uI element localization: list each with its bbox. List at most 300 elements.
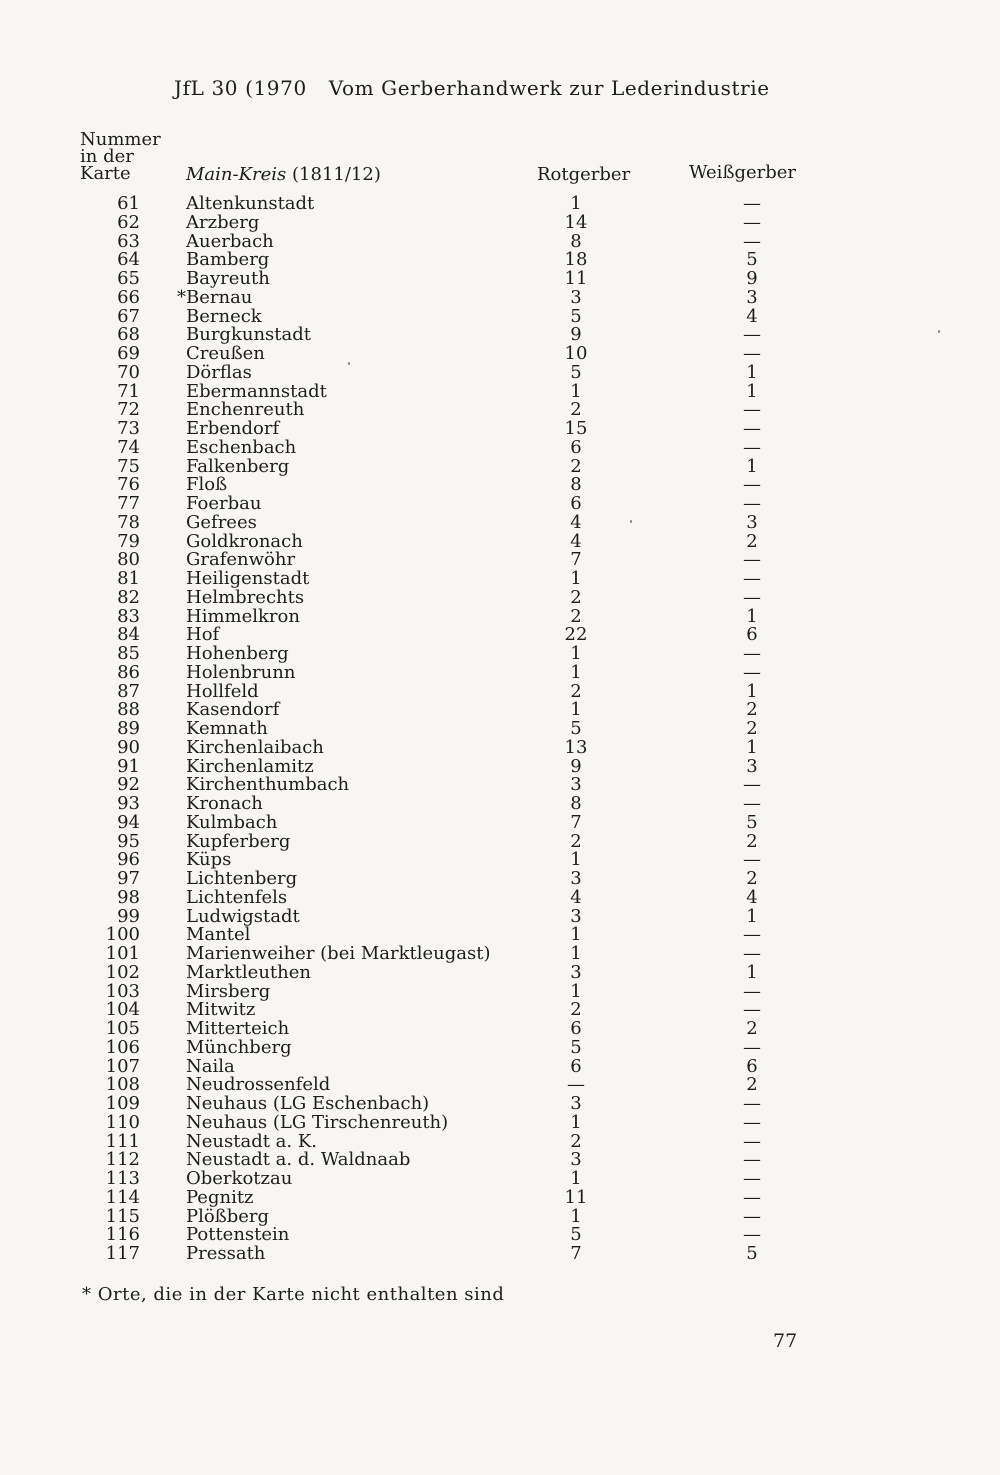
weissgerber-count-cell: — — [743, 1111, 761, 1133]
map-number-cell: 113 — [105, 1168, 140, 1189]
map-number-cell: 81 — [117, 568, 140, 589]
table-row — [0, 325, 1000, 344]
rotgerber-count-cell: 5 — [570, 1224, 582, 1246]
weissgerber-count-cell: 1 — [746, 680, 758, 702]
table-row — [0, 213, 1000, 232]
table-row — [0, 1113, 1000, 1132]
table-row — [0, 194, 1000, 213]
rotgerber-count-cell: 5 — [570, 1036, 582, 1058]
weissgerber-count-cell: — — [743, 211, 761, 233]
place-name-cell: Lichtenfels — [186, 886, 288, 908]
table-row — [0, 288, 1000, 307]
rotgerber-count-cell: 5 — [570, 718, 582, 739]
map-number-cell: 104 — [105, 999, 140, 1021]
map-number-cell: 91 — [117, 755, 140, 777]
rotgerber-count-cell: 8 — [570, 230, 582, 252]
article-title: Vom Gerberhandwerk zur Lederindustrie — [328, 76, 770, 100]
rotgerber-count-cell: 1 — [570, 1111, 582, 1133]
table-row — [0, 738, 1000, 757]
weissgerber-count-cell: 2 — [746, 718, 758, 739]
weissgerber-count-cell: — — [743, 774, 761, 796]
map-number-cell: 69 — [117, 343, 140, 364]
weissgerber-count-cell: 1 — [746, 361, 758, 383]
table-row — [0, 775, 1000, 794]
place-name-cell: Kasendorf — [186, 699, 280, 721]
table-row — [0, 982, 1000, 1001]
weissgerber-count-cell: 1 — [746, 455, 758, 477]
tanner-table-body — [0, 194, 1000, 1263]
map-number-cell: 89 — [117, 718, 140, 739]
table-row — [0, 363, 1000, 382]
place-name-cell: Kupferberg — [186, 830, 291, 852]
table-row — [0, 1132, 1000, 1151]
map-number-cell: 110 — [105, 1111, 140, 1133]
rotgerber-count-cell: 7 — [570, 811, 582, 833]
weissgerber-count-cell: — — [743, 999, 761, 1021]
weissgerber-count-cell: — — [743, 493, 761, 514]
place-name-cell: Pegnitz — [186, 1186, 254, 1208]
rotgerber-count-cell: 13 — [564, 736, 588, 758]
place-name-cell: Holenbrunn — [186, 661, 296, 683]
weissgerber-count-cell: 3 — [746, 511, 758, 533]
weissgerber-count-cell: — — [743, 1149, 761, 1171]
place-name-cell: Lichtenberg — [186, 868, 298, 889]
table-row — [0, 625, 1000, 644]
rotgerber-count-cell: 1 — [570, 1168, 582, 1189]
table-row — [0, 438, 1000, 457]
rotgerber-count-cell: 11 — [564, 1186, 588, 1208]
table-row — [0, 888, 1000, 907]
map-number-cell: 87 — [117, 680, 140, 702]
table-row — [0, 550, 1000, 569]
map-number-cell: 80 — [117, 549, 140, 571]
weissgerber-count-cell: — — [743, 1224, 761, 1246]
table-row — [0, 250, 1000, 269]
weissgerber-count-cell: — — [743, 549, 761, 571]
rotgerber-count-cell: 7 — [570, 549, 582, 571]
rotgerber-count-cell: 1 — [570, 980, 582, 1002]
place-name-cell: Bamberg — [186, 249, 270, 271]
place-name-cell: Foerbau — [186, 493, 262, 514]
rotgerber-count-cell: 3 — [570, 286, 582, 308]
table-row — [0, 944, 1000, 963]
table-row — [0, 925, 1000, 944]
weissgerber-count-cell: — — [743, 1186, 761, 1208]
place-name-cell: Creußen — [186, 343, 265, 364]
map-number-cell: 73 — [117, 418, 140, 439]
weissgerber-count-cell: — — [743, 643, 761, 664]
header-district-name: Main-Kreis — [186, 164, 287, 185]
rotgerber-count-cell: 2 — [570, 399, 582, 421]
place-name-cell: Burgkunstadt — [186, 324, 311, 346]
rotgerber-count-cell: 2 — [570, 1130, 582, 1152]
place-name-cell: Auerbach — [186, 230, 274, 252]
table-row — [0, 232, 1000, 251]
header-number-line3: Karte — [80, 163, 131, 184]
map-number-cell: 108 — [105, 1074, 140, 1096]
table-row — [0, 907, 1000, 926]
rotgerber-count-cell: 3 — [570, 961, 582, 983]
place-name-cell: Arzberg — [186, 211, 260, 233]
rotgerber-count-cell: 5 — [570, 361, 582, 383]
table-row — [0, 682, 1000, 701]
weissgerber-count-cell: — — [743, 436, 761, 458]
map-number-cell: 74 — [117, 436, 140, 458]
header-number-line1: Nummer — [80, 129, 161, 150]
weissgerber-count-cell: — — [743, 343, 761, 364]
weissgerber-count-cell: — — [743, 793, 761, 814]
table-row — [0, 588, 1000, 607]
table-row — [0, 813, 1000, 832]
print-speck — [630, 520, 632, 523]
header-number-column — [80, 131, 161, 182]
place-name-cell: Goldkronach — [186, 530, 303, 552]
table-row — [0, 700, 1000, 719]
weissgerber-count-cell: 1 — [746, 961, 758, 983]
weissgerber-count-cell: 1 — [746, 605, 758, 627]
place-name-cell: Kulmbach — [186, 811, 278, 833]
map-number-cell: 79 — [117, 530, 140, 552]
table-row — [0, 1057, 1000, 1076]
place-name-cell: Bayreuth — [186, 268, 270, 289]
rotgerber-count-cell: 1 — [570, 568, 582, 589]
weissgerber-count-cell: 9 — [746, 268, 758, 289]
weissgerber-count-cell: — — [743, 1168, 761, 1189]
weissgerber-count-cell: 2 — [746, 1074, 758, 1096]
rotgerber-count-cell: 3 — [570, 774, 582, 796]
weissgerber-count-cell: 1 — [746, 380, 758, 402]
place-name-cell: Ebermannstadt — [186, 380, 327, 402]
place-name-cell: Kirchenthumbach — [186, 774, 350, 796]
map-number-cell: 112 — [105, 1149, 140, 1171]
rotgerber-count-cell: 2 — [570, 605, 582, 627]
header-district — [186, 166, 381, 183]
header-district-year: (1811/12) — [292, 164, 381, 185]
rotgerber-count-cell: 7 — [570, 1243, 582, 1264]
place-name-cell: Kirchenlaibach — [186, 736, 324, 758]
map-number-cell: 102 — [105, 961, 140, 983]
rotgerber-count-cell: 2 — [570, 830, 582, 852]
map-number-cell: 111 — [105, 1130, 140, 1152]
map-number-cell: 67 — [117, 305, 140, 327]
table-row — [0, 850, 1000, 869]
rotgerber-count-cell: 2 — [570, 999, 582, 1021]
map-number-cell: 114 — [105, 1186, 140, 1208]
map-number-cell: 92 — [117, 774, 140, 796]
place-name-cell: Hohenberg — [186, 643, 289, 664]
place-name-cell: Ludwigstadt — [186, 905, 300, 927]
place-name-cell: Mantel — [186, 924, 251, 946]
map-number-cell: 115 — [105, 1205, 140, 1227]
map-number-cell: 116 — [105, 1224, 140, 1246]
rotgerber-count-cell: 5 — [570, 305, 582, 327]
table-row — [0, 832, 1000, 851]
weissgerber-count-cell: — — [743, 230, 761, 252]
weissgerber-count-cell: 2 — [746, 830, 758, 852]
place-name-cell: Hollfeld — [186, 680, 259, 702]
header-rotgerber: Rotgerber — [537, 164, 631, 185]
map-number-cell: 78 — [117, 511, 140, 533]
place-name-cell: Naila — [186, 1055, 235, 1077]
table-row — [0, 1038, 1000, 1057]
rotgerber-count-cell: 22 — [564, 624, 588, 646]
place-name-cell: Neuhaus (LG Eschenbach) — [186, 1093, 430, 1114]
rotgerber-count-cell: 9 — [570, 755, 582, 777]
table-row — [0, 794, 1000, 813]
map-number-cell: 65 — [117, 268, 140, 289]
table-row — [0, 419, 1000, 438]
place-name-cell: Himmelkron — [186, 605, 300, 627]
table-row — [0, 532, 1000, 551]
place-name-cell: Dörflas — [186, 361, 252, 383]
rotgerber-count-cell: 3 — [570, 905, 582, 927]
weissgerber-count-cell: 2 — [746, 530, 758, 552]
map-number-cell: 75 — [117, 455, 140, 477]
place-name-cell: Floß — [186, 474, 228, 496]
map-number-cell: 93 — [117, 793, 140, 814]
page-number: 77 — [773, 1330, 798, 1352]
weissgerber-count-cell: — — [743, 980, 761, 1002]
rotgerber-count-cell: 14 — [564, 211, 588, 233]
map-number-cell: 70 — [117, 361, 140, 383]
rotgerber-count-cell: 1 — [570, 1205, 582, 1227]
rotgerber-count-cell: 3 — [570, 868, 582, 889]
map-number-cell: 61 — [117, 193, 140, 214]
weissgerber-count-cell: — — [743, 661, 761, 683]
map-number-cell: 68 — [117, 324, 140, 346]
print-speck — [348, 362, 350, 365]
table-row — [0, 307, 1000, 326]
place-name-cell: Neudrossenfeld — [186, 1074, 331, 1096]
rotgerber-count-cell: 8 — [570, 474, 582, 496]
map-number-cell: 109 — [105, 1093, 140, 1114]
rotgerber-count-cell: 6 — [570, 493, 582, 514]
place-name-cell: Heiligenstadt — [186, 568, 310, 589]
table-row — [0, 757, 1000, 776]
place-name-cell: Helmbrechts — [186, 586, 305, 608]
rotgerber-count-cell: 4 — [570, 511, 582, 533]
place-name-cell: Neustadt a. K. — [186, 1130, 318, 1152]
weissgerber-count-cell: 6 — [746, 1055, 758, 1077]
place-name-cell: *Bernau — [177, 286, 253, 308]
rotgerber-count-cell: 3 — [570, 1093, 582, 1114]
place-name-cell: Kronach — [186, 793, 263, 814]
rotgerber-count-cell: 1 — [570, 699, 582, 721]
weissgerber-count-cell: — — [743, 418, 761, 439]
table-row — [0, 1150, 1000, 1169]
table-row — [0, 663, 1000, 682]
map-number-cell: 63 — [117, 230, 140, 252]
table-row — [0, 719, 1000, 738]
table-row — [0, 1000, 1000, 1019]
table-row — [0, 644, 1000, 663]
place-name-cell: Kemnath — [186, 718, 268, 739]
weissgerber-count-cell: 2 — [746, 868, 758, 889]
rotgerber-count-cell: — — [567, 1074, 585, 1096]
print-speck — [938, 330, 940, 333]
map-number-cell: 103 — [105, 980, 140, 1002]
map-number-cell: 96 — [117, 849, 140, 871]
rotgerber-count-cell: 6 — [570, 1055, 582, 1077]
rotgerber-count-cell: 1 — [570, 661, 582, 683]
table-row — [0, 1225, 1000, 1244]
rotgerber-count-cell: 4 — [570, 530, 582, 552]
table-row — [0, 269, 1000, 288]
place-name-cell: Oberkotzau — [186, 1168, 293, 1189]
header-number-line2: in der — [80, 146, 134, 167]
table-row — [0, 400, 1000, 419]
table-row — [0, 1207, 1000, 1226]
table-row — [0, 344, 1000, 363]
weissgerber-count-cell: 5 — [746, 1243, 758, 1264]
map-number-cell: 62 — [117, 211, 140, 233]
map-number-cell: 98 — [117, 886, 140, 908]
weissgerber-count-cell: — — [743, 1205, 761, 1227]
place-name-cell: Marktleuthen — [186, 961, 311, 983]
table-row — [0, 1188, 1000, 1207]
place-name-cell: Erbendorf — [186, 418, 280, 439]
map-number-cell: 99 — [117, 905, 140, 927]
rotgerber-count-cell: 9 — [570, 324, 582, 346]
map-number-cell: 86 — [117, 661, 140, 683]
place-name-cell: Mitwitz — [186, 999, 256, 1021]
map-number-cell: 66 — [117, 286, 140, 308]
map-number-cell: 105 — [105, 1018, 140, 1039]
weissgerber-count-cell: — — [743, 1036, 761, 1058]
place-name-cell: Eschenbach — [186, 436, 297, 458]
table-row — [0, 1019, 1000, 1038]
place-name-cell: Neustadt a. d. Waldnaab — [186, 1149, 411, 1171]
weissgerber-count-cell: — — [743, 924, 761, 946]
weissgerber-count-cell: 3 — [746, 286, 758, 308]
table-row — [0, 1075, 1000, 1094]
rotgerber-count-cell: 8 — [570, 793, 582, 814]
place-name-cell: Pressath — [186, 1243, 266, 1264]
table-row — [0, 513, 1000, 532]
rotgerber-count-cell: 3 — [570, 1149, 582, 1171]
weissgerber-count-cell: — — [743, 849, 761, 871]
rotgerber-count-cell: 4 — [570, 886, 582, 908]
place-name-cell: Enchenreuth — [186, 399, 305, 421]
weissgerber-count-cell: — — [743, 943, 761, 964]
running-head — [174, 76, 770, 100]
rotgerber-count-cell: 1 — [570, 924, 582, 946]
table-row — [0, 475, 1000, 494]
place-name-cell: Mitterteich — [186, 1018, 290, 1039]
map-number-cell: 97 — [117, 868, 140, 889]
weissgerber-count-cell: 3 — [746, 755, 758, 777]
rotgerber-count-cell: 2 — [570, 586, 582, 608]
map-number-cell: 76 — [117, 474, 140, 496]
weissgerber-count-cell: — — [743, 474, 761, 496]
rotgerber-count-cell: 1 — [570, 380, 582, 402]
map-number-cell: 71 — [117, 380, 140, 402]
map-number-cell: 100 — [105, 924, 140, 946]
rotgerber-count-cell: 1 — [570, 849, 582, 871]
rotgerber-count-cell: 18 — [564, 249, 588, 271]
weissgerber-count-cell: — — [743, 568, 761, 589]
map-number-cell: 84 — [117, 624, 140, 646]
table-row — [0, 1169, 1000, 1188]
rotgerber-count-cell: 6 — [570, 436, 582, 458]
weissgerber-count-cell: — — [743, 1093, 761, 1114]
weissgerber-count-cell: 4 — [746, 886, 758, 908]
place-name-cell: Mirsberg — [186, 980, 271, 1002]
weissgerber-count-cell: 6 — [746, 624, 758, 646]
weissgerber-count-cell: 4 — [746, 305, 758, 327]
rotgerber-count-cell: 2 — [570, 455, 582, 477]
weissgerber-count-cell: 5 — [746, 811, 758, 833]
rotgerber-count-cell: 1 — [570, 193, 582, 214]
header-weissgerber: Weißgerber — [689, 162, 797, 183]
table-row — [0, 569, 1000, 588]
weissgerber-count-cell: — — [743, 399, 761, 421]
rotgerber-count-cell: 1 — [570, 943, 582, 964]
rotgerber-count-cell: 6 — [570, 1018, 582, 1039]
place-name-cell: Plößberg — [186, 1205, 270, 1227]
rotgerber-count-cell: 10 — [564, 343, 588, 364]
place-name-cell: Münchberg — [186, 1036, 292, 1058]
weissgerber-count-cell: — — [743, 193, 761, 214]
map-number-cell: 94 — [117, 811, 140, 833]
weissgerber-count-cell: 5 — [746, 249, 758, 271]
map-number-cell: 82 — [117, 586, 140, 608]
map-number-cell: 90 — [117, 736, 140, 758]
place-name-cell: Falkenberg — [186, 455, 290, 477]
footnote: * Orte, die in der Karte nicht enthalten sind — [82, 1284, 505, 1305]
weissgerber-count-cell: 1 — [746, 905, 758, 927]
place-name-cell: Hof — [186, 624, 220, 646]
table-row — [0, 869, 1000, 888]
table-row — [0, 457, 1000, 476]
table-row — [0, 1094, 1000, 1113]
journal-reference: JfL 30 (1970 — [174, 76, 307, 100]
table-row — [0, 382, 1000, 401]
weissgerber-count-cell: 2 — [746, 699, 758, 721]
weissgerber-count-cell: — — [743, 1130, 761, 1152]
map-number-cell: 77 — [117, 493, 140, 514]
map-number-cell: 85 — [117, 643, 140, 664]
map-number-cell: 72 — [117, 399, 140, 421]
rotgerber-count-cell: 11 — [564, 268, 588, 289]
map-number-cell: 88 — [117, 699, 140, 721]
weissgerber-count-cell: 1 — [746, 736, 758, 758]
map-number-cell: 95 — [117, 830, 140, 852]
place-name-cell: Gefrees — [186, 511, 257, 533]
map-number-cell: 83 — [117, 605, 140, 627]
map-number-cell: 106 — [105, 1036, 140, 1058]
rotgerber-count-cell: 15 — [564, 418, 588, 439]
place-name-cell: Küps — [186, 849, 232, 871]
map-number-cell: 101 — [105, 943, 140, 964]
place-name-cell: Altenkunstadt — [186, 193, 315, 214]
place-name-cell: Neuhaus (LG Tirschenreuth) — [186, 1111, 449, 1133]
table-row — [0, 494, 1000, 513]
weissgerber-count-cell: 2 — [746, 1018, 758, 1039]
map-number-cell: 117 — [105, 1243, 140, 1264]
map-number-cell: 64 — [117, 249, 140, 271]
place-name-cell: Berneck — [186, 305, 262, 327]
weissgerber-count-cell: — — [743, 324, 761, 346]
rotgerber-count-cell: 1 — [570, 643, 582, 664]
table-row — [0, 607, 1000, 626]
place-name-cell: Kirchenlamitz — [186, 755, 314, 777]
map-number-cell: 107 — [105, 1055, 140, 1077]
table-row — [0, 963, 1000, 982]
place-name-cell: Grafenwöhr — [186, 549, 296, 571]
place-name-cell: Pottenstein — [186, 1224, 290, 1246]
weissgerber-count-cell: — — [743, 586, 761, 608]
